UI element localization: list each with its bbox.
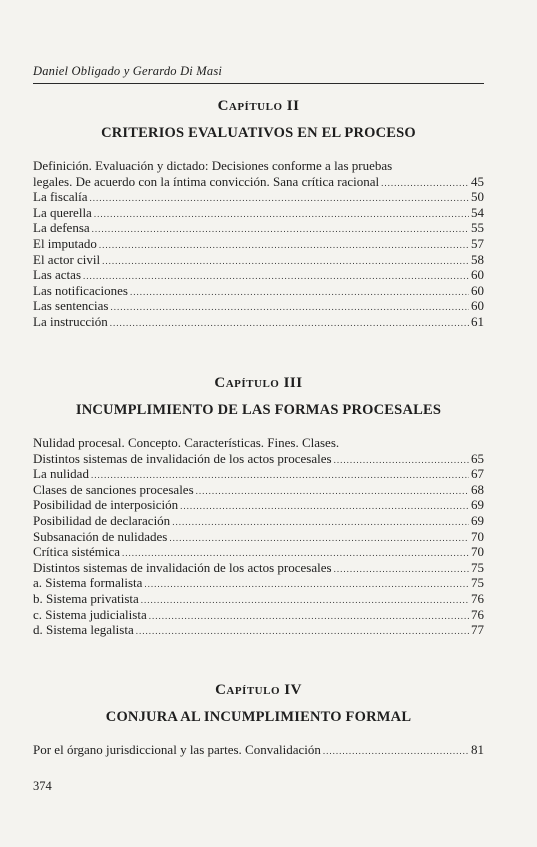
page-ref: 60 bbox=[471, 267, 484, 283]
page-ref: 65 bbox=[471, 450, 484, 466]
page-ref: 57 bbox=[471, 235, 484, 251]
toc-intro-line: Nulidad procesal. Concepto. Características. Fines. Clases. bbox=[33, 435, 340, 450]
page-ref: 70 bbox=[471, 544, 484, 560]
page-ref: 54 bbox=[471, 204, 484, 220]
toc-entry[interactable]: Crítica sistémica ..... 70 bbox=[33, 544, 484, 560]
running-title: Daniel Obligado y Gerardo Di Masi bbox=[33, 64, 223, 78]
page-ref: 50 bbox=[471, 189, 484, 205]
toc-entry[interactable]: Distintos sistemas de invalidación de los actos procesales ..... 65 bbox=[33, 451, 484, 467]
page-ref: 55 bbox=[471, 220, 484, 236]
toc-entry[interactable]: La defensa ..... 55 bbox=[33, 220, 484, 236]
running-header bbox=[33, 64, 484, 84]
page-ref: 69 bbox=[471, 512, 484, 528]
page-ref: 61 bbox=[471, 313, 484, 329]
toc-entry[interactable]: La fiscalía ..... 50 bbox=[33, 189, 484, 205]
page-ref: 77 bbox=[471, 622, 484, 638]
toc-list bbox=[33, 158, 484, 330]
toc-entry[interactable]: a. Sistema formalista ..... 75 bbox=[33, 575, 484, 591]
toc-intro-line: Definición. Evaluación y dictado: Decisiones conforme a las pruebas bbox=[33, 158, 393, 173]
chapter-3 bbox=[33, 375, 484, 638]
chapter-label: Capítulo II bbox=[217, 98, 300, 114]
toc-entry[interactable]: Posibilidad de interposición ..... 69 bbox=[33, 497, 484, 513]
page-ref: 60 bbox=[471, 282, 484, 298]
chapter-title: CONJURA AL INCUMPLIMIENTO FORMAL bbox=[105, 709, 412, 725]
page-ref: 60 bbox=[471, 298, 484, 314]
page-ref: 69 bbox=[471, 497, 484, 513]
toc-entry[interactable]: Clases de sanciones procesales ..... 68 bbox=[33, 482, 484, 498]
toc-entry[interactable]: El imputado ..... 57 bbox=[33, 236, 484, 252]
chapter-2 bbox=[33, 98, 484, 330]
toc-list bbox=[33, 742, 484, 758]
chapter-4 bbox=[33, 682, 484, 758]
page-number: 374 bbox=[33, 779, 52, 793]
toc-entry[interactable]: b. Sistema privatista ..... 76 bbox=[33, 591, 484, 607]
page-ref: 70 bbox=[471, 528, 484, 544]
toc-entry[interactable]: Las sentencias ..... 60 bbox=[33, 298, 484, 314]
page-ref: 76 bbox=[471, 590, 484, 606]
toc-entry[interactable]: c. Sistema judicialista ..... 76 bbox=[33, 607, 484, 623]
toc-entry[interactable]: Las notificaciones ..... 60 bbox=[33, 283, 484, 299]
toc-entry[interactable]: La querella ..... 54 bbox=[33, 205, 484, 221]
toc-entry[interactable]: Distintos sistemas de invalidación de los actos procesales ..... 75 bbox=[33, 560, 484, 576]
chapter-title: CRITERIOS EVALUATIVOS EN EL PROCESO bbox=[101, 125, 416, 141]
toc-entry[interactable]: Subsanación de nulidades ..... 70 bbox=[33, 529, 484, 545]
page-ref: 45 bbox=[471, 173, 484, 189]
toc-list bbox=[33, 435, 484, 638]
page-ref: 81 bbox=[471, 742, 484, 757]
toc-entry[interactable]: El actor civil ..... 58 bbox=[33, 252, 484, 268]
toc-entry[interactable]: La instrucción ..... 61 bbox=[33, 314, 484, 330]
toc-entry[interactable]: Las actas ..... 60 bbox=[33, 267, 484, 283]
toc-entry[interactable]: La nulidad ..... 67 bbox=[33, 466, 484, 482]
chapter-title: INCUMPLIMIENTO DE LAS FORMAS PROCESALES bbox=[75, 402, 442, 418]
page-ref: 68 bbox=[471, 481, 484, 497]
page-ref: 76 bbox=[471, 606, 484, 622]
chapter-label: Capítulo III bbox=[214, 375, 303, 391]
toc-entry[interactable]: Posibilidad de declaración ..... 69 bbox=[33, 513, 484, 529]
chapter-label: Capítulo IV bbox=[215, 682, 302, 698]
toc-entry[interactable]: d. Sistema legalista ..... 77 bbox=[33, 622, 484, 638]
page-ref: 58 bbox=[471, 251, 484, 267]
page-ref: 67 bbox=[471, 466, 484, 482]
toc-entry[interactable]: legales. De acuerdo con la íntima convicción. Sana crítica racional ..... 45 bbox=[33, 174, 484, 190]
page-ref: 75 bbox=[471, 575, 484, 591]
page-ref: 75 bbox=[471, 559, 484, 575]
toc-entry[interactable]: Por el órgano jurisdiccional y las partes. Convalidación ..... 81 bbox=[33, 742, 484, 758]
